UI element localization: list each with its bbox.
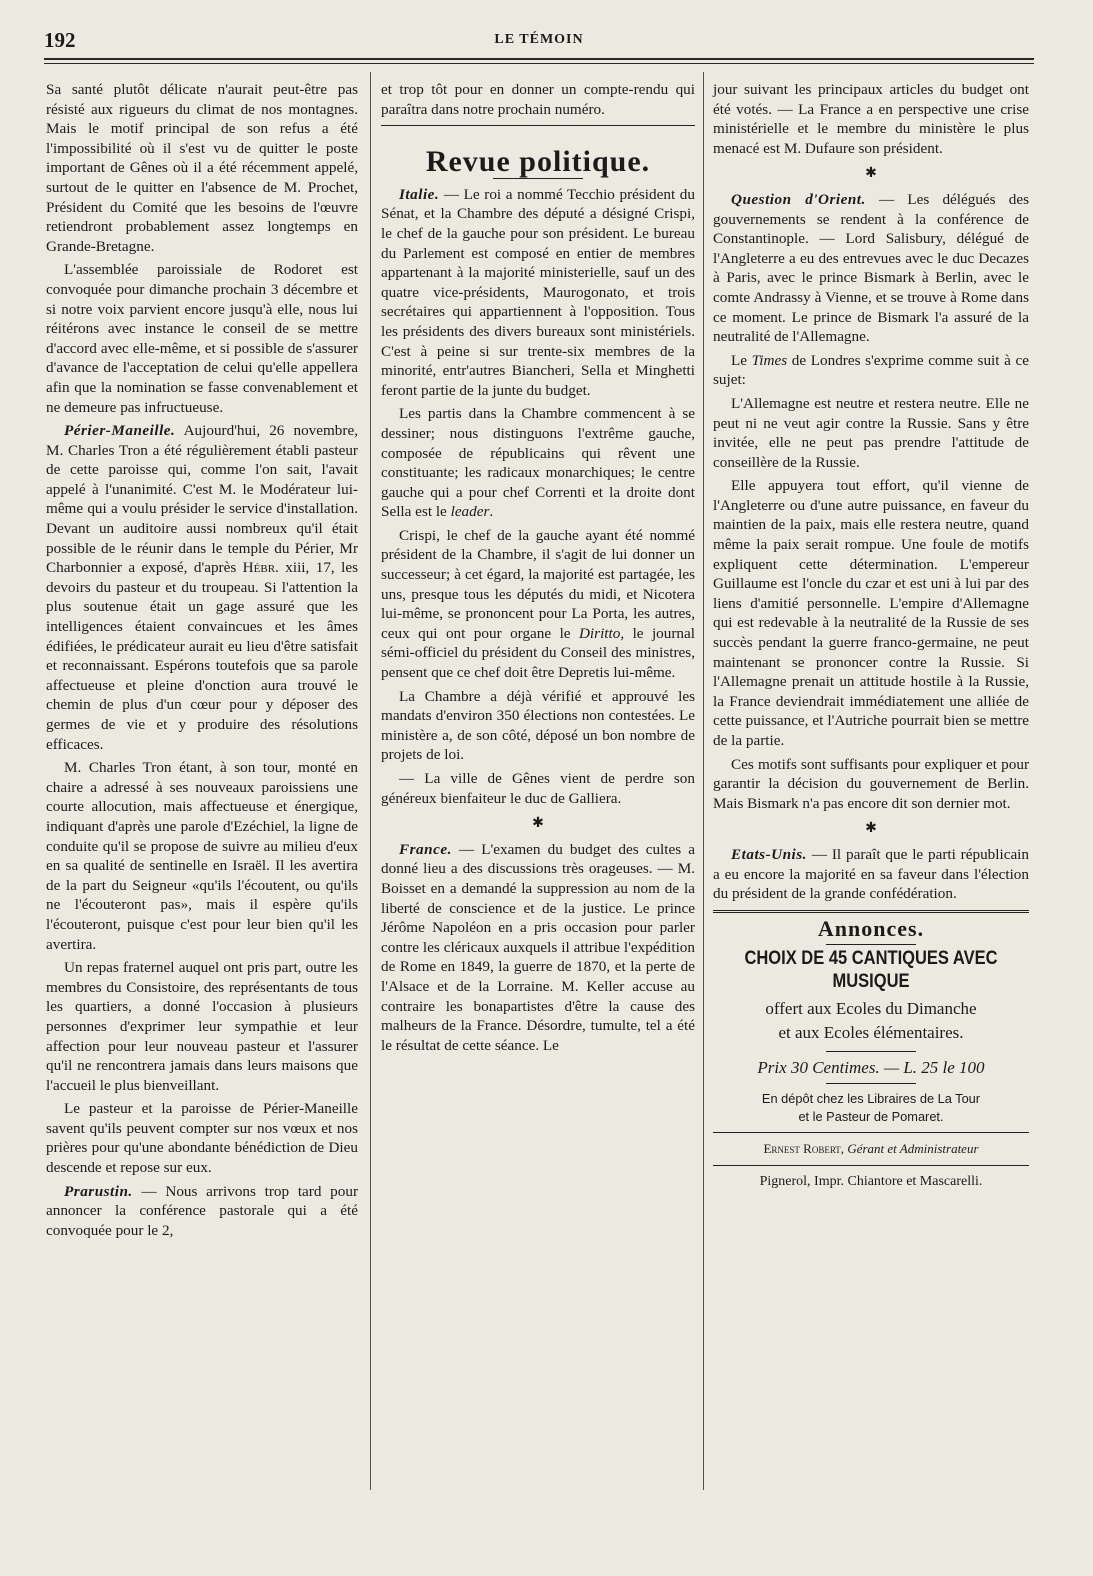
paragraph: Ces motifs sont suffisants pour expliquer et pour garantir la décision du gouvernement de Berlin. Mais Bismark n'a pas encore dit son dernier mot. (713, 755, 1029, 812)
text-run: Le (731, 351, 752, 369)
imprimeur-line: Pignerol, Impr. Chiantore et Mascarelli. (759, 1173, 983, 1189)
text-run: xiii, 17, les devoirs du pasteur et du troupeau. Si l'attention la plus soutenue était un gage assuré que les intelligences étaient convaincues et les âmes édifiées, le prédicateur aurait eu lieu d'être satisfait et reconnaissant. Espérons toutefois que sa parole affectueuse et pleine d'onction aura trouvé le chemin de plus d'un cœur pour y déposer des germes de vie et y produire des résolutions efficaces. (46, 559, 358, 753)
paragraph: M. Charles Tron étant, à son tour, monté en chaire a adressé à ses nouveaux paroissiens une courte allocution, mais affectueuse et énergique, indiquant d'après une parole d'Ezéchiel, la ligne de conduite qu'il se propose de suivre au milieu d'eux en sa qualité de sentinelle en Israël. Il les avertira de la part du Seigneur «qu'ils l'écoutent, ou qu'ils ne l'écouteront pas», mais il espère qu'ils l'écouteront, puisque c'est pour leur bien qu'il les avertira. (46, 759, 358, 953)
paragraph: et trop tôt pour en donner un compte-rendu qui paraîtra dans notre prochain numéro. (381, 81, 695, 118)
advert-price: Prix 30 Centimes. — L. 25 le 100 (757, 1057, 985, 1077)
gerant-line (713, 1139, 1029, 1159)
section-lead: France. (399, 840, 452, 858)
divider (713, 1165, 1029, 1166)
divider (713, 1132, 1029, 1133)
divider (713, 910, 1029, 913)
journal-title: LE TÉMOIN (494, 32, 584, 47)
text-run: Ernest Robert, (763, 1141, 845, 1157)
paragraph (381, 526, 695, 683)
paragraph: La Chambre a déjà vérifié et approuvé les mandats d'environ 350 élections non contestées. Le ministère a, de son côté, déposé un bon nombre de projets de loi. (381, 687, 695, 764)
paragraph: Un repas fraternel auquel ont pris part, outre les membres du Consistoire, des représentants de tous les quartiers, a donné l'occasion à plusieurs personnes d'exprimer leur sympathie et leur affection pour leur nouveau pasteur et l'assurer qu'il ne rencontrera jamais dans leurs maisons que l'accueil le plus bienveillant. (46, 959, 358, 1094)
advert-headline: CHOIX DE 45 CANTIQUES AVEC MUSIQUE (744, 948, 998, 992)
text-run: , le journal sémi-officiel du président du Conseil des ministres, pensent que ce chef doit être Depretis lui-même. (381, 624, 695, 682)
text-run: Diritto (578, 624, 621, 642)
column-1 (46, 80, 358, 1244)
paragraph: L'Allemagne est neutre et restera neutre. Elle ne peut ni ne veut agir contre la Russie. Sans y être invitée, elle ne peut pas prendre l'attitude de conseillère de la Russie. (713, 394, 1029, 471)
section-lead: Question d'Orient. (731, 190, 866, 208)
divider (826, 1083, 916, 1084)
text-run: — Les délégués des gouvernements se rendent à la conférence de Constantinople. — Lord Salisbury, délégué de l'Angleterre a eu des entrevues avec le duc Decazes à Paris, avec le prince Bismark à Berlin, avec le comte Andrassy à Vienne, et se trouve à Rome dans ce moment. Le prince de Bismark l'a assuré de la neutralité de l'Allemagne. (713, 190, 1029, 346)
paragraph (381, 404, 695, 522)
text-run: Times (751, 351, 788, 369)
separator-star: ✱ (532, 816, 544, 832)
section-lead: Italie. (399, 185, 440, 203)
section-lead: Prarustin. (64, 1182, 133, 1200)
header-rule (44, 58, 1034, 64)
page-number: 192 (44, 28, 76, 52)
paragraph (713, 351, 1029, 390)
separator-star: ✱ (865, 166, 877, 182)
orient-article (713, 190, 1029, 347)
column-rule (370, 72, 371, 1490)
text-run: Crispi, le chef de la gauche ayant été nommé président de la Chambre, il s'agit de lui donner un successeur; à cet égard, la majorité est partagée, les uns, presque tous les députés du midi, et Nicotera lui-même, se prononcent pour La Porta, les autres, ceux qui ont pour organe le (381, 526, 695, 642)
etats-unis-article (713, 845, 1029, 904)
italie-article (381, 185, 695, 401)
text-run: de Londres s'exprime comme suit à ce sujet: (713, 351, 1029, 389)
text-run: — Le roi a nommé Tecchio président du Sénat, et la Chambre des député a désigné Crispi, le chef de la gauche pour son président. Le bureau du Parlement est composé en entier de membres appartenant à la majorité ministerielle, sauf un des quatre vice-présidents, Maurogonato, et trois secrétaires qui appartiennent à l'opposition. Tous les présidents des divers bureaux sont ministériels. C'est à peine si sur trente-six membres de la minorité, entr'autres Biancheri, Sella et Minghetti feront partie de la junte du budget. (381, 185, 695, 399)
text-run: — L'examen du budget des cultes a donné lieu a des discussions très orageuses. — M. Boisset en a demandé la suppression au nom de la liberté de conscience et de la justice. Le prince Jérôme Napoléon en a pris occasion pour parler contre les cléricaux auxquels il attribue l'expédition de Rome en 1849, la guerre de 1870, et la perte de l'Alsace et de la Lorraine. M. Keller accuse au contraire les bonapartistes d'être la cause des malheurs de la France. Désordre, tumulte, tel a été le résultat de cette séance. Le (381, 840, 695, 1054)
text-run: Gérant et Administrateur (844, 1141, 979, 1157)
text-run: Les partis dans la Chambre commencent à se dessiner; nous distinguons l'extrême gauche, composée de républicains qui rêvent une constituante; les radicaux monarchiques; le centre gauche qui a pour chef Correnti et la droite dont Sella est le (381, 405, 695, 521)
perier-article (46, 421, 358, 754)
advert-depot: et le Pasteur de Pomaret. (798, 1109, 944, 1125)
text-run: leader (450, 503, 490, 521)
annonces-title: Annonces. (817, 915, 925, 941)
divider (826, 1051, 916, 1052)
text-run: — Nous arrivons trop tard pour annoncer la conférence pastorale qui a été convoquée pour le 2, (46, 1182, 358, 1239)
paragraph: Le pasteur et la paroisse de Périer-Maneille savent qu'ils peuvent compter sur nos vœux et nos prières pour qu'une abondante bénédiction de Dieu descende et repose sur eux. (46, 1100, 358, 1177)
paragraph: Elle appuyera tout effort, qu'il vienne de l'Angleterre ou d'une autre puissance, en faveur du maintien de la paix, mais elle restera neutre, quand même la paix serait rompue. Une foule de motifs expliquent cette détermination. L'empereur Guillaume est l'oncle du czar et est uni à lui par des liens d'amitié personnelle. L'empire d'Allemagne qui est redevable à la neutralité de la Russie de ses succès pendant la guerre franco-germaine, ne peut maintenant se prononcer contre la Russie. Si l'Allemagne prenait un attitude hostile à la Russie, la France deviendrait immédiatement une alliée de cette puissance, et l'Autriche pourrait bien se mettre de la partie. (713, 477, 1029, 749)
paragraph: — La ville de Gênes vient de perdre son généreux bienfaiteur le duc de Galliera. (381, 770, 695, 807)
section-lead: Etats-Unis. (731, 845, 807, 863)
advert-depot: En dépôt chez les Libraires de La Tour (761, 1091, 981, 1107)
paragraph: jour suivant les principaux articles du budget ont été votés. — La France a en perspective une crise ministérielle et le membre du ministère le plus menacé est M. Dufaure son président. (713, 81, 1029, 157)
column-rule (703, 72, 704, 1490)
advert-line: et aux Ecoles élémentaires. (778, 1022, 964, 1042)
divider (381, 125, 695, 126)
paragraph: Sa santé plutôt délicate n'aurait peut-être pas résisté aux rigueurs du climat de nos montagnes. Mais le motif principal de son refus a été l'impossibilité où il s'est vu de quitter le poste important de Gênes où il a été récemment appelé, surtout de le quitter en l'absence de M. Prochet, Président du Comité que les besoins de l'œuvre retiendront probablement assez longtemps en Grande-Bretagne. (46, 81, 358, 255)
paragraph: L'assemblée paroissiale de Rodoret est convoquée pour dimanche prochain 3 décembre et si notre voix parvient encore jusqu'à elle, nous lui réitérons avec instance le conseil de se mettre d'accord avec elle-même, et si possible de s'assurer d'avance de l'acceptation de celui qu'elle appellera afin que la nomination se fasse convenablement et ne demeure pas infructueuse. (46, 261, 358, 416)
prarustin-article (46, 1182, 358, 1241)
section-lead: Périer-Maneille. (64, 422, 176, 440)
separator-star: ✱ (865, 821, 877, 837)
annonces-section (713, 915, 1029, 1192)
text-run: Hébr. (242, 559, 279, 577)
advert-line: offert aux Ecoles du Dimanche (765, 998, 977, 1018)
divider (826, 944, 916, 945)
france-article (381, 840, 695, 1056)
column-2 (381, 80, 695, 1059)
column-3 (713, 80, 1029, 1191)
text-run: Aujourd'hui, 26 novembre, M. Charles Tron a été régulièrement établi pasteur de cette paroisse qui, comme l'on sait, l'avait appelé à l'unanimité. C'est M. le Modérateur lui-même qui a voulu présider le service d'installation. Devant un auditoire aussi nombreux qu'il était possible de le réunir dans le temple du Périer, Mr Charbonnier a exposé, d'après (46, 422, 358, 577)
section-title: Revue politique. (425, 145, 651, 179)
text-run: — Il paraît que le parti républicain a eu encore la majorité en sa faveur dans l'élection du président de la grande confédération. (713, 845, 1029, 903)
text-run: . (489, 503, 494, 521)
